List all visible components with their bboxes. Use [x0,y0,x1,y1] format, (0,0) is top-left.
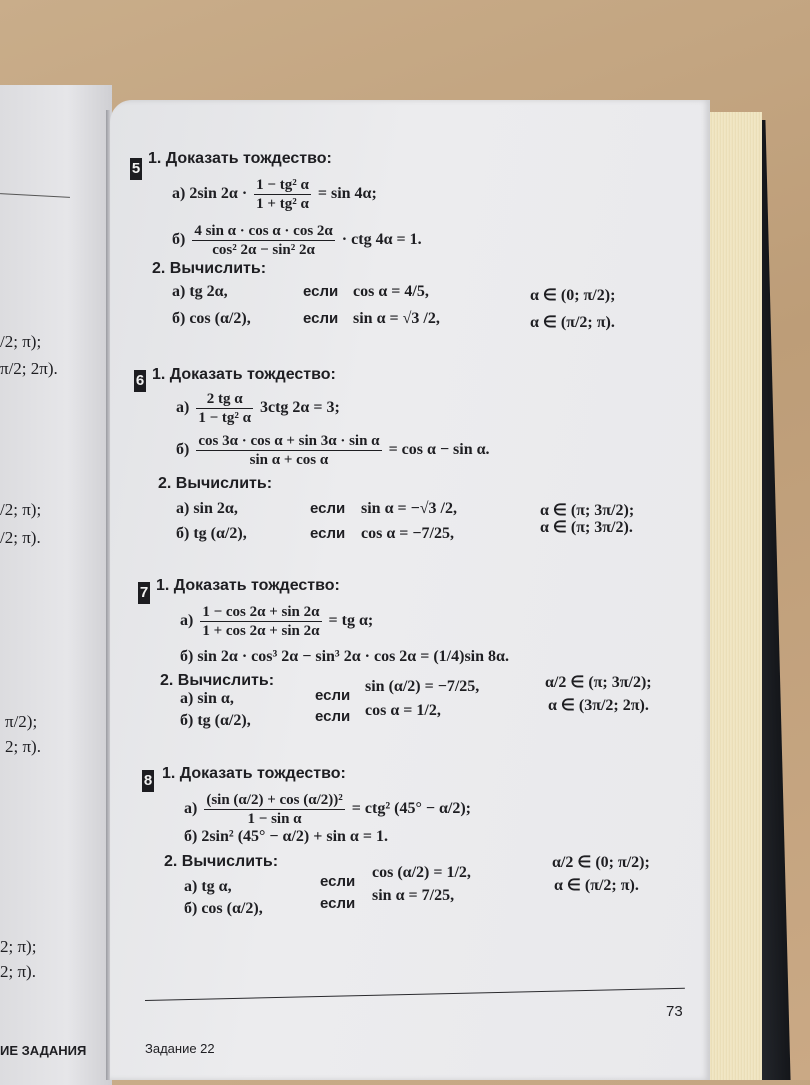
left-fragment: /2; π); [0,500,42,519]
identity-b [172,222,422,259]
compute-expr: а) tg 2α, [172,283,228,300]
compute-if: если [303,310,339,327]
fraction [196,432,381,469]
compute-expr: б) tg (α/2), [180,712,251,729]
numerator: cos 3α · cos α + sin 3α · sin α [198,433,380,449]
task-title: 1. Доказать тождество: [156,577,340,594]
denominator: cos² 2α − sin² 2α [212,242,315,258]
identity-pre: 2sin 2α · [189,185,248,203]
compute-if: если [310,525,346,542]
compute-if: если [320,895,356,912]
identity-post: = ctg² (45° − α/2); [351,800,471,818]
compute-condition: cos α = 1/2, [365,702,441,719]
denominator: 1 + cos 2α + sin 2α [202,623,320,639]
identity-label: б) [176,441,190,459]
identity-label: а) [176,399,190,417]
compute-range: α/2 ∈ (0; π/2); [552,854,650,871]
left-fragment: π/2; 2π). [0,359,58,378]
compute-title: 2. Вычислить: [158,475,273,492]
compute-if: если [315,687,351,704]
left-fragment: /2; π); [0,332,42,351]
numerator: 2 tg α [196,390,253,409]
numerator: 4 sin α · cos α · cos 2α [194,223,333,239]
footer-label: Задание 22 [145,1041,215,1056]
identity-b [176,432,490,469]
compute-expr: а) tg α, [184,878,232,895]
identity-label: а) [184,800,198,818]
fraction [200,603,321,640]
left-page-footer: ИЕ ЗАДАНИЯ [0,1043,87,1058]
compute-if: если [320,873,356,890]
task-number: 6 [134,370,146,392]
identity-a [176,390,340,427]
left-fragment: /2; π). [0,528,41,547]
compute-expr: а) sin 2α, [176,500,238,517]
compute-if: если [310,500,346,517]
fraction [192,222,334,259]
page-number: 73 [666,1003,683,1020]
compute-range: α/2 ∈ (π; 3π/2); [545,674,652,691]
task-title: 1. Доказать тождество: [162,765,346,782]
identity-post: 3ctg 2α = 3; [260,399,340,417]
compute-condition: cos (α/2) = 1/2, [372,864,471,881]
identity-label: а) [180,612,194,630]
task-number: 8 [142,770,154,792]
identity-a [180,603,373,640]
compute-expr: а) sin α, [180,690,234,707]
compute-condition: sin (α/2) = −7/25, [365,678,480,695]
identity-post: = sin 4α; [317,185,377,203]
numerator: 1 − cos 2α + sin 2α [202,604,320,620]
task-title: 1. Доказать тождество: [152,366,336,383]
compute-range: α ∈ (3π/2; 2π). [548,697,649,714]
compute-if: если [303,283,339,300]
compute-range: α ∈ (π/2; π). [554,877,639,894]
denominator: 1 − tg² α [198,410,251,426]
footer-rule [145,988,685,1001]
identity-label: б) [172,231,186,249]
identity-post: = cos α − sin α. [388,441,490,459]
identity-post: · ctg 4α = 1. [341,231,422,249]
compute-condition: sin α = −√3 /2, [361,500,457,517]
identity-b: б) 2sin² (45° − α/2) + sin α = 1. [184,828,388,845]
compute-title: 2. Вычислить: [160,672,275,689]
compute-range: α ∈ (π; 3π/2). [540,519,633,536]
fraction [196,390,253,427]
compute-expr: б) cos (α/2), [184,900,263,917]
compute-condition: cos α = −7/25, [361,525,454,542]
identity-post: = tg α; [328,612,374,630]
task-title: 1. Доказать тождество: [148,150,332,167]
task-number: 7 [138,582,150,604]
compute-expr: б) cos (α/2), [172,310,251,327]
compute-range: α ∈ (π; 3π/2); [540,502,635,519]
compute-condition: sin α = 7/25, [372,887,455,904]
task-number: 5 [130,158,142,180]
compute-range: α ∈ (π/2; π). [530,314,615,331]
left-fragment: π/2); [5,712,38,731]
compute-expr: б) tg (α/2), [176,525,247,542]
numerator: 1 − tg² α [256,177,309,193]
fraction [204,791,344,828]
identity-label: а) [172,185,186,203]
numerator: (sin (α/2) + cos (α/2))² [206,792,343,808]
compute-title: 2. Вычислить: [152,260,267,277]
fraction [254,176,311,213]
compute-title: 2. Вычислить: [164,853,279,870]
denominator: 1 − sin α [247,811,302,827]
denominator: sin α + cos α [249,452,329,468]
compute-range: α ∈ (0; π/2); [530,287,616,304]
left-fragment: 2; π). [0,962,36,981]
denominator: 1 + tg² α [256,196,309,212]
identity-a [184,791,471,828]
identity-a [172,176,377,213]
compute-condition: cos α = 4/5, [353,283,429,300]
compute-if: если [315,708,351,725]
left-fragment: 2; π). [5,737,41,756]
left-fragment: 2; π); [0,937,37,956]
identity-b: б) sin 2α · cos³ 2α − sin³ 2α · cos 2α = (1/4)sin 8α. [180,648,509,665]
compute-condition: sin α = √3 /2, [353,310,440,327]
